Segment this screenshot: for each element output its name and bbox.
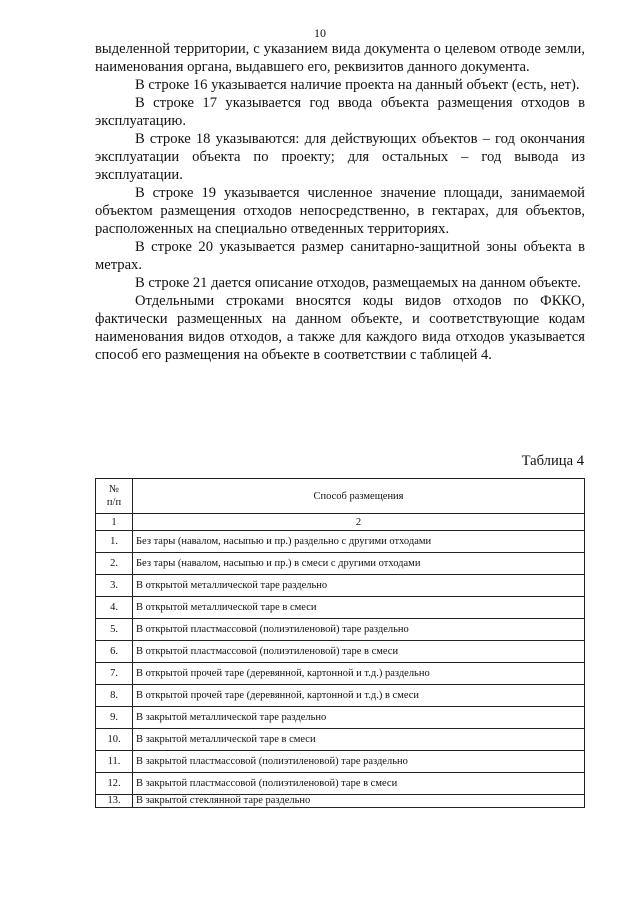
row-method: В закрытой пластмассовой (полиэтиленовой) таре раздельно (133, 751, 585, 773)
table-row (96, 707, 585, 729)
row-number: 5. (96, 619, 133, 641)
row-method: Без тары (навалом, насыпью и пр.) в смеси с другими отходами (133, 553, 585, 575)
row-method: В закрытой пластмассовой (полиэтиленовой) таре в смеси (133, 773, 585, 795)
row-method: Без тары (навалом, насыпью и пр.) раздельно с другими отходами (133, 531, 585, 553)
column-number: 2 (133, 514, 585, 531)
header-method-cell: Способ размещения (133, 479, 585, 514)
table-row (96, 773, 585, 795)
header-num-cell (96, 479, 133, 514)
table-row (96, 597, 585, 619)
table-caption: Таблица 4 (521, 453, 584, 469)
table-row (96, 751, 585, 773)
row-number: 10. (96, 729, 133, 751)
row-method: В открытой металлической таре в смеси (133, 597, 585, 619)
paragraph-line-20: В строке 20 указывается размер санитарно-защитной зоны объекта в метрах. (95, 239, 585, 273)
paragraph-line-19: В строке 19 указывается численное значение площади, занимаемой объектом размещения отходов непосредственно, в гектарах, для объектов, расположенных на специально отведенных территориях. (95, 185, 585, 237)
table-row (96, 685, 585, 707)
page-number: 10 (314, 26, 326, 40)
row-number: 11. (96, 751, 133, 773)
table-header-row (96, 479, 585, 514)
table-row (96, 531, 585, 553)
row-number: 9. (96, 707, 133, 729)
table-row (96, 663, 585, 685)
row-number: 13. (96, 795, 133, 808)
column-number-row (96, 514, 585, 531)
header-num-line2: п/п (106, 497, 122, 508)
row-method: В открытой прочей таре (деревянной, картонной и т.д.) в смеси (133, 685, 585, 707)
row-method: В закрытой металлической таре раздельно (133, 707, 585, 729)
paragraph-line-21: В строке 21 дается описание отходов, размещаемых на данном объекте. (135, 275, 582, 291)
table-row (96, 619, 585, 641)
row-method: В открытой металлической таре раздельно (133, 575, 585, 597)
table-row (96, 795, 585, 808)
row-number: 8. (96, 685, 133, 707)
row-number: 1. (96, 531, 133, 553)
table-row (96, 641, 585, 663)
row-method: В открытой пластмассовой (полиэтиленовой) таре в смеси (133, 641, 585, 663)
row-method: В закрытой металлической таре в смеси (133, 729, 585, 751)
table-row (96, 553, 585, 575)
table-row (96, 575, 585, 597)
paragraph-fkko-codes: Отдельными строками вносятся коды видов отходов по ФККО, фактически размещенных на данном объекте, и соответствующие кодам наименования видов отходов, а также для каждого вида отходов указывается способ его размещения на объекте в соответствии с таблицей 4. (95, 293, 585, 363)
table-row (96, 729, 585, 751)
row-method: В открытой пластмассовой (полиэтиленовой) таре раздельно (133, 619, 585, 641)
body-text (95, 40, 585, 364)
column-number: 1 (96, 514, 133, 531)
paragraph-line-17: В строке 17 указывается год ввода объекта размещения отходов в эксплуатацию. (95, 95, 585, 129)
paragraph-continuation: выделенной территории, с указанием вида документа о целевом отводе земли, наименования органа, выдавшего его, реквизитов данного документа. (95, 41, 585, 75)
row-number: 2. (96, 553, 133, 575)
paragraph-line-16: В строке 16 указывается наличие проекта на данный объект (есть, нет). (135, 77, 580, 93)
row-number: 4. (96, 597, 133, 619)
row-number: 6. (96, 641, 133, 663)
placement-methods-table (95, 478, 585, 808)
row-method: В открытой прочей таре (деревянной, картонной и т.д.) раздельно (133, 663, 585, 685)
row-number: 7. (96, 663, 133, 685)
header-num-line1: № (108, 484, 120, 495)
paragraph-line-18: В строке 18 указываются: для действующих объектов – год окончания эксплуатации объекта по проекту; для остальных – год вывода из эксплуатации. (95, 131, 585, 183)
row-number: 3. (96, 575, 133, 597)
row-method: В закрытой стеклянной таре раздельно (133, 795, 585, 808)
row-number: 12. (96, 773, 133, 795)
